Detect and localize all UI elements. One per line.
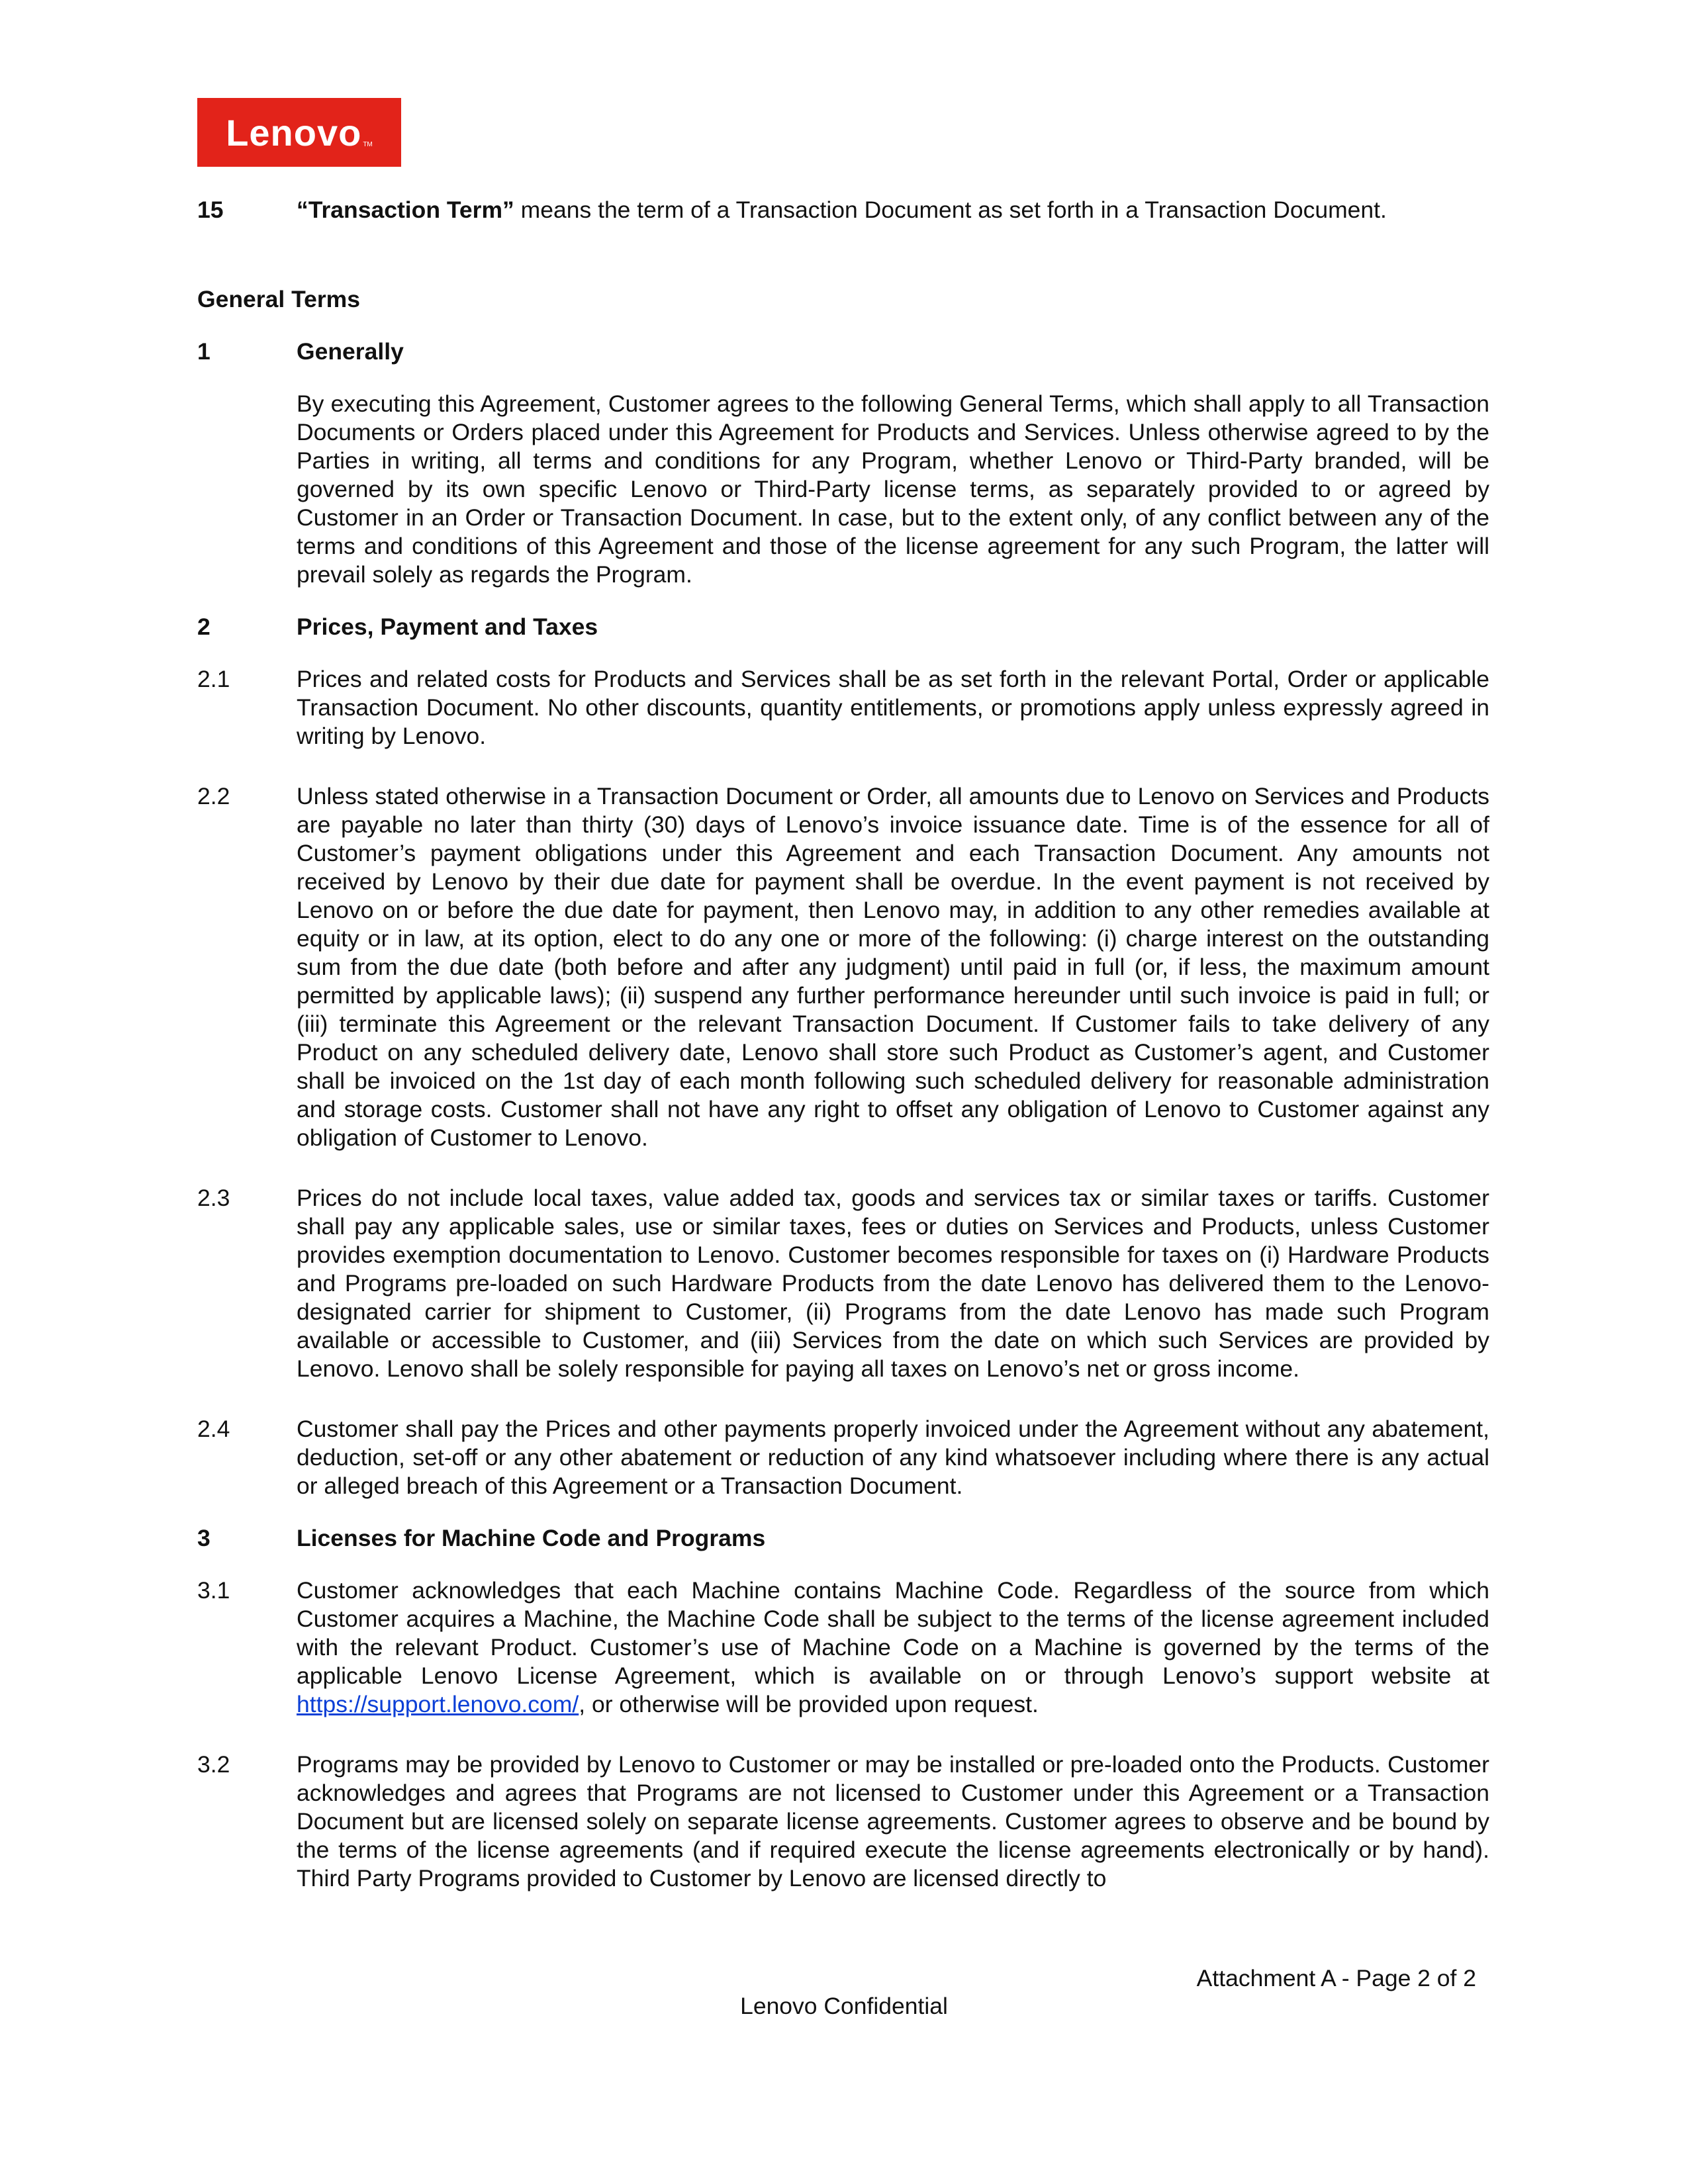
- section-2-heading: [197, 613, 1489, 641]
- general-terms-heading: General Terms: [197, 286, 360, 312]
- clause-number: 2.1: [197, 666, 230, 692]
- clause-text: Customer shall pay the Prices and other payments properly invoiced under the Agreement without any abatement, deduction, set-off or any other abatement or reduction of any kind whatsoever including where there is any actual or alleged breach of this Agreement or a Transaction Document.: [297, 1416, 1489, 1499]
- page-number-footer: Attachment A - Page 2 of 2: [1196, 1965, 1476, 1991]
- section-number: 2: [197, 614, 211, 640]
- clause-text: [297, 1576, 1489, 1719]
- section-1-paragraph: [197, 390, 1489, 589]
- clause-text: Programs may be provided by Lenovo to Customer or may be installed or pre-loaded onto the Products. Customer acknowledges and agrees that Programs are not licensed to Customer under this Agreement or a Transaction Document but are licensed solely on separate license agreements. Customer agrees to observe and be bound by the terms of the license agreements (and if required execute the license agreements electronically or by hand). Third Party Programs provided to Customer by Lenovo are licensed directly to: [297, 1751, 1489, 1891]
- clause-number: 3.1: [197, 1577, 230, 1604]
- support-website-link[interactable]: https://support.lenovo.com/: [297, 1691, 579, 1717]
- clause-2-3: [197, 1184, 1489, 1383]
- paragraph-text: By executing this Agreement, Customer agrees to the following General Terms, which shall apply to all Transaction Documents or Orders placed under this Agreement for Products and Services. Unless otherwise agreed to by the Parties in writing, all terms and conditions for any Program, whether Lenovo or Third-Party branded, will be governed by its own specific Lenovo or Third-Party license terms, as separately provided to or agreed by Customer in an Order or Transaction Document. In case, but to the extent only, of any conflict between any of the terms and conditions of this Agreement and those of the license agreement for any such Program, the latter will prevail solely as regards the Program.: [297, 390, 1489, 588]
- clause-text: Prices and related costs for Products and Services shall be as set forth in the relevant Portal, Order or applicable Transaction Document. No other discounts, quantity entitlements, or promotions apply unless expressly agreed in writing by Lenovo.: [297, 666, 1489, 749]
- section-title: Generally: [297, 338, 404, 365]
- clause-2-4: [197, 1415, 1489, 1500]
- lenovo-logo: [197, 98, 401, 167]
- clause-text: Prices do not include local taxes, value added tax, goods and services tax or similar taxes or tariffs. Customer shall pay any applicable sales, use or similar taxes, fees or duties on Services and Products, unless Customer provides exemption documentation to Lenovo. Customer becomes responsible for taxes on (i) Hardware Products and Programs pre-loaded on such Hardware Products from the date Lenovo has delivered them to the Lenovo-designated carrier for shipment to Customer, (ii) Programs from the date Lenovo has made such Program available or accessible to Customer, and (iii) Services from the date on which such Services are provided by Lenovo. Lenovo shall be solely responsible for paying all taxes on Lenovo’s net or gross income.: [297, 1185, 1489, 1382]
- clause-number: 3.2: [197, 1751, 230, 1778]
- clause-number: 2.4: [197, 1416, 230, 1442]
- clause-text-before-link: Customer acknowledges that each Machine contains Machine Code. Regardless of the source from which Customer acquires a Machine, the Machine Code shall be subject to the terms of the license agreement included with the relevant Product. Customer’s use of Machine Code on a Machine is governed by the terms of the applicable Lenovo License Agreement, which is available on or through Lenovo’s support website at: [297, 1577, 1489, 1689]
- clause-3-2: [197, 1751, 1489, 1893]
- logo-trademark: TM: [363, 141, 373, 148]
- confidential-footer: Lenovo Confidential: [740, 1993, 948, 2019]
- definition-body: means the term of a Transaction Document as set forth in a Transaction Document.: [514, 197, 1387, 223]
- definition-15: [197, 196, 1489, 224]
- document-body: [197, 196, 1489, 1893]
- definition-number: 15: [197, 197, 224, 223]
- section-number: 3: [197, 1525, 211, 1551]
- clause-number: 2.3: [197, 1185, 230, 1211]
- section-title: Licenses for Machine Code and Programs: [297, 1525, 766, 1551]
- logo-text: Lenovo: [226, 111, 362, 154]
- section-3-heading: [197, 1524, 1489, 1553]
- section-title: Prices, Payment and Taxes: [297, 614, 598, 640]
- clause-text: Unless stated otherwise in a Transaction Document or Order, all amounts due to Lenovo on Services and Products are payable no later than thirty (30) days of Lenovo’s invoice issuance date. Time is of the essence for all of Customer’s payment obligations under this Agreement and each Transaction Document. Any amounts not received by Lenovo by their due date for payment shall be overdue. In the event payment is not received by Lenovo on or before the due date for payment, then Lenovo may, in addition to any other remedies available at equity or in law, at its option, elect to do any one or more of the following: (i) charge interest on the outstanding sum from the due date (both before and after any judgment) until paid in full (or, if less, the maximum amount permitted by applicable laws); (ii) suspend any further performance hereunder until such invoice is paid in full; or (iii) terminate this Agreement or the relevant Transaction Document. If Customer fails to take delivery of any Product on any scheduled delivery date, Lenovo shall store such Product as Customer’s agent, and Customer shall be invoiced on the 1st day of each month following such scheduled delivery for reasonable administration and storage costs. Customer shall not have any right to offset any obligation of Lenovo to Customer against any obligation of Customer to Lenovo.: [297, 783, 1489, 1151]
- definition-term: “Transaction Term”: [297, 197, 514, 223]
- clause-2-2: [197, 782, 1489, 1152]
- section-number: 1: [197, 338, 211, 365]
- definition-text: [297, 196, 1489, 224]
- clause-number: 2.2: [197, 783, 230, 809]
- clause-text-after-link: , or otherwise will be provided upon request.: [579, 1691, 1039, 1717]
- clause-2-1: [197, 665, 1489, 751]
- section-1-heading: [197, 338, 1489, 366]
- clause-3-1: [197, 1576, 1489, 1719]
